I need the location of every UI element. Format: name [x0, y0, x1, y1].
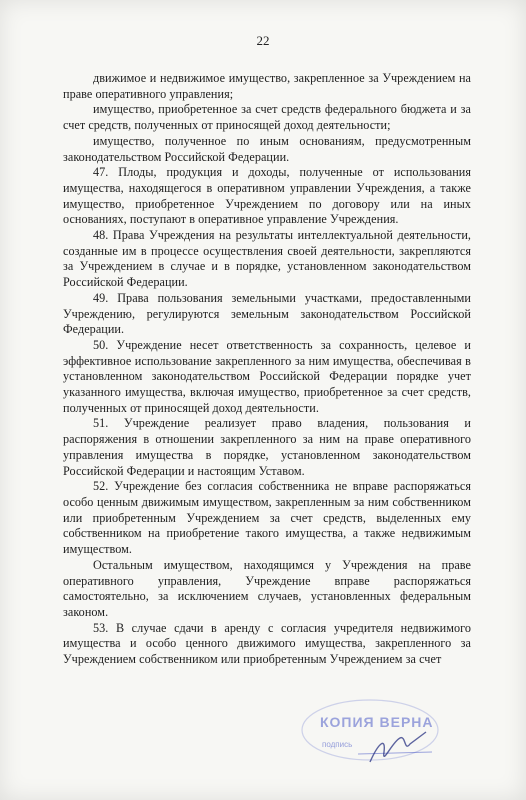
page-number: 22 [256, 33, 270, 48]
paragraph-53: 53. В случае сдачи в аренду с согласия учредителя недвижимого имущества и особо ценного движимого имущества, закрепленного за Учреждением собственником или приобретенным Учреждением за счет [63, 620, 471, 667]
paragraph: имущество, приобретенное за счет средств федерального бюджета и за счет средств, полученных от приносящей доход деятельности; [63, 102, 471, 133]
copy-certified-stamp [300, 692, 450, 777]
paragraph-47: 47. Плоды, продукция и доходы, полученные от использования имущества, находящегося в оперативном управлении Учреждения, а также имущество, приобретенное Учреждением по договору или на иных основаниях, поступают в оперативное управление Учреждения. [63, 165, 471, 227]
paragraph: имущество, полученное по иным основаниям, предусмотренным законодательством Российской Федерации. [63, 133, 471, 164]
paragraph-50: 50. Учреждение несет ответственность за сохранность, целевое и эффективное использование закрепленного за ним имущества, обеспечивая в установленном законодательством Российской Федерации порядке учет указанного имущества, включая имущество, приобретенное за счет средств, полученных от приносящей доход деятельности. [63, 337, 471, 415]
paragraph: Остальным имуществом, находящимся у Учреждения на праве оперативного управления, Учреждение вправе распоряжаться самостоятельно, за исключением случаев, установленных федеральным законом. [63, 557, 471, 619]
document-body [63, 71, 471, 668]
paragraph-48: 48. Права Учреждения на результаты интеллектуальной деятельности, созданные им в процессе осуществления своей деятельности, закрепляются за Учреждением в случае и в порядке, установленном законодательством Российской Федерации. [63, 228, 471, 290]
paragraph-51: 51. Учреждение реализует право владения, пользования и распоряжения в отношении закрепленного за ним на праве оперативного управления имущества в порядке, установленном законодательством Российской Федерации и настоящим Уставом. [63, 416, 471, 478]
paragraph-52: 52. Учреждение без согласия собственника не вправе распоряжаться особо ценным движимым имуществом, закрепленным за ним собственником или приобретенным Учреждением за счет средств, выделенных ему собственником на приобретение такого имущества, а также недвижимым имуществом. [63, 479, 471, 557]
paragraph: движимое и недвижимое имущество, закрепленное за Учреждением на праве оперативного управления; [63, 71, 471, 101]
stamp-graphic [300, 692, 450, 777]
stamp-signature-label: подпись [322, 740, 353, 749]
paragraph-49: 49. Права пользования земельными участками, предоставленными Учреждению, регулируются земельным законодательством Российской Федерации. [63, 290, 471, 337]
stamp-title: КОПИЯ ВЕРНА [320, 714, 434, 730]
